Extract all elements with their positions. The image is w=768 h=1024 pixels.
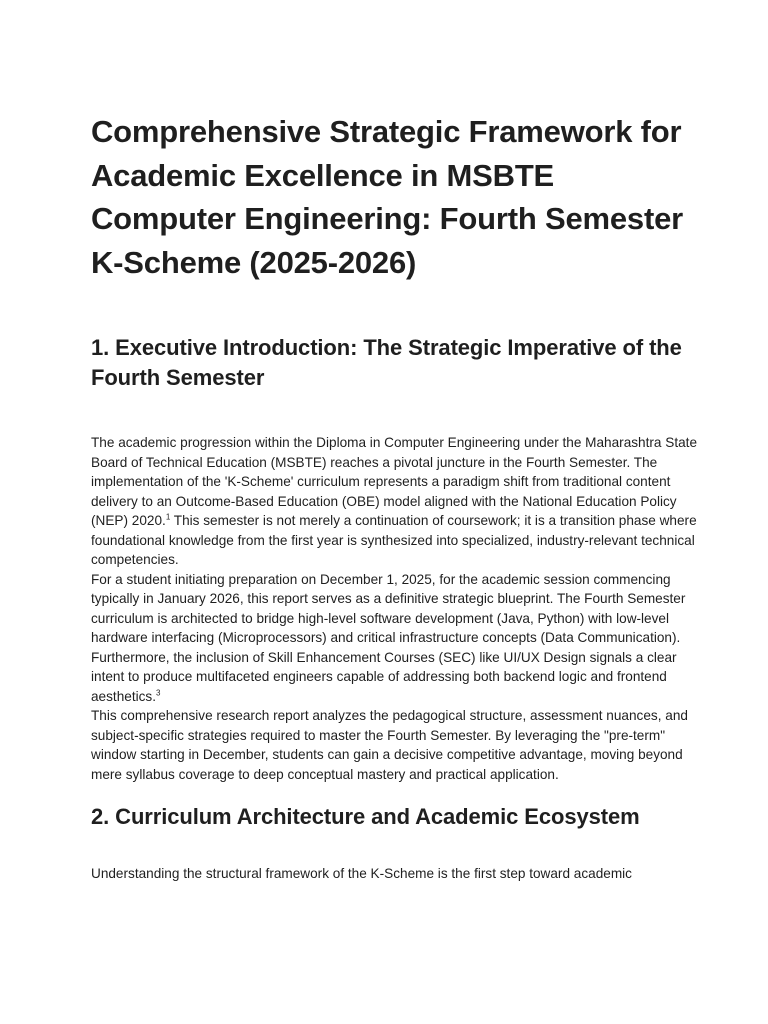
section-1-body [91, 433, 698, 784]
paragraph-text: This semester is not merely a continuation of coursework; it is a transition phase where foundational knowledge from the first year is synthesized into specialized, industry-relevant technical competencies. [91, 513, 697, 567]
section-2-heading: 2. Curriculum Architecture and Academic Ecosystem [91, 804, 640, 829]
document-title: Comprehensive Strategic Framework for Academic Excellence in MSBTE Computer Engineering: Fourth Semester K-Scheme (2025-2026) [91, 114, 683, 280]
paragraph [91, 433, 698, 570]
footnote-marker[interactable]: 3 [155, 687, 161, 697]
paragraph-text: This comprehensive research report analyzes the pedagogical structure, assessment nuances, and subject-specific strategies required to master the Fourth Semester. By leveraging the "pre-term" window starting in December, students can gain a decisive competitive advantage, moving beyond mere syllabus coverage to deep conceptual mastery and practical application. [91, 708, 688, 782]
paragraph-text: The academic progression within the Diploma in Computer Engineering under the Maharashtra State Board of Technical Education (MSBTE) reaches a pivotal juncture in the Fourth Semester. The implementation of the 'K-Scheme' curriculum represents a paradigm shift from traditional content delivery to an Outcome-Based Education (OBE) model aligned with the National Education Policy (NEP) 2020. [91, 435, 698, 528]
paragraph [91, 864, 698, 884]
paragraph-text: Understanding the structural framework of the K-Scheme is the first step toward academic [91, 866, 632, 881]
section-2-body [91, 864, 698, 884]
paragraph [91, 706, 698, 784]
section-1-heading: 1. Executive Introduction: The Strategic Imperative of the Fourth Semester [91, 335, 682, 390]
paragraph [91, 570, 698, 707]
paragraph-text: For a student initiating preparation on December 1, 2025, for the academic session commencing typically in January 2026, this report serves as a definitive strategic blueprint. The Fourth Semester curriculum is architected to bridge high-level software development (Java, Python) with low-level hardware interfacing (Microprocessors) and critical infrastructure concepts (Data Communication). Furthermore, the inclusion of Skill Enhancement Courses (SEC) like UI/UX Design signals a clear intent to produce multifaceted engineers capable of addressing both backend logic and frontend aesthetics. [91, 571, 686, 704]
footnote-marker[interactable]: 1 [165, 512, 171, 522]
